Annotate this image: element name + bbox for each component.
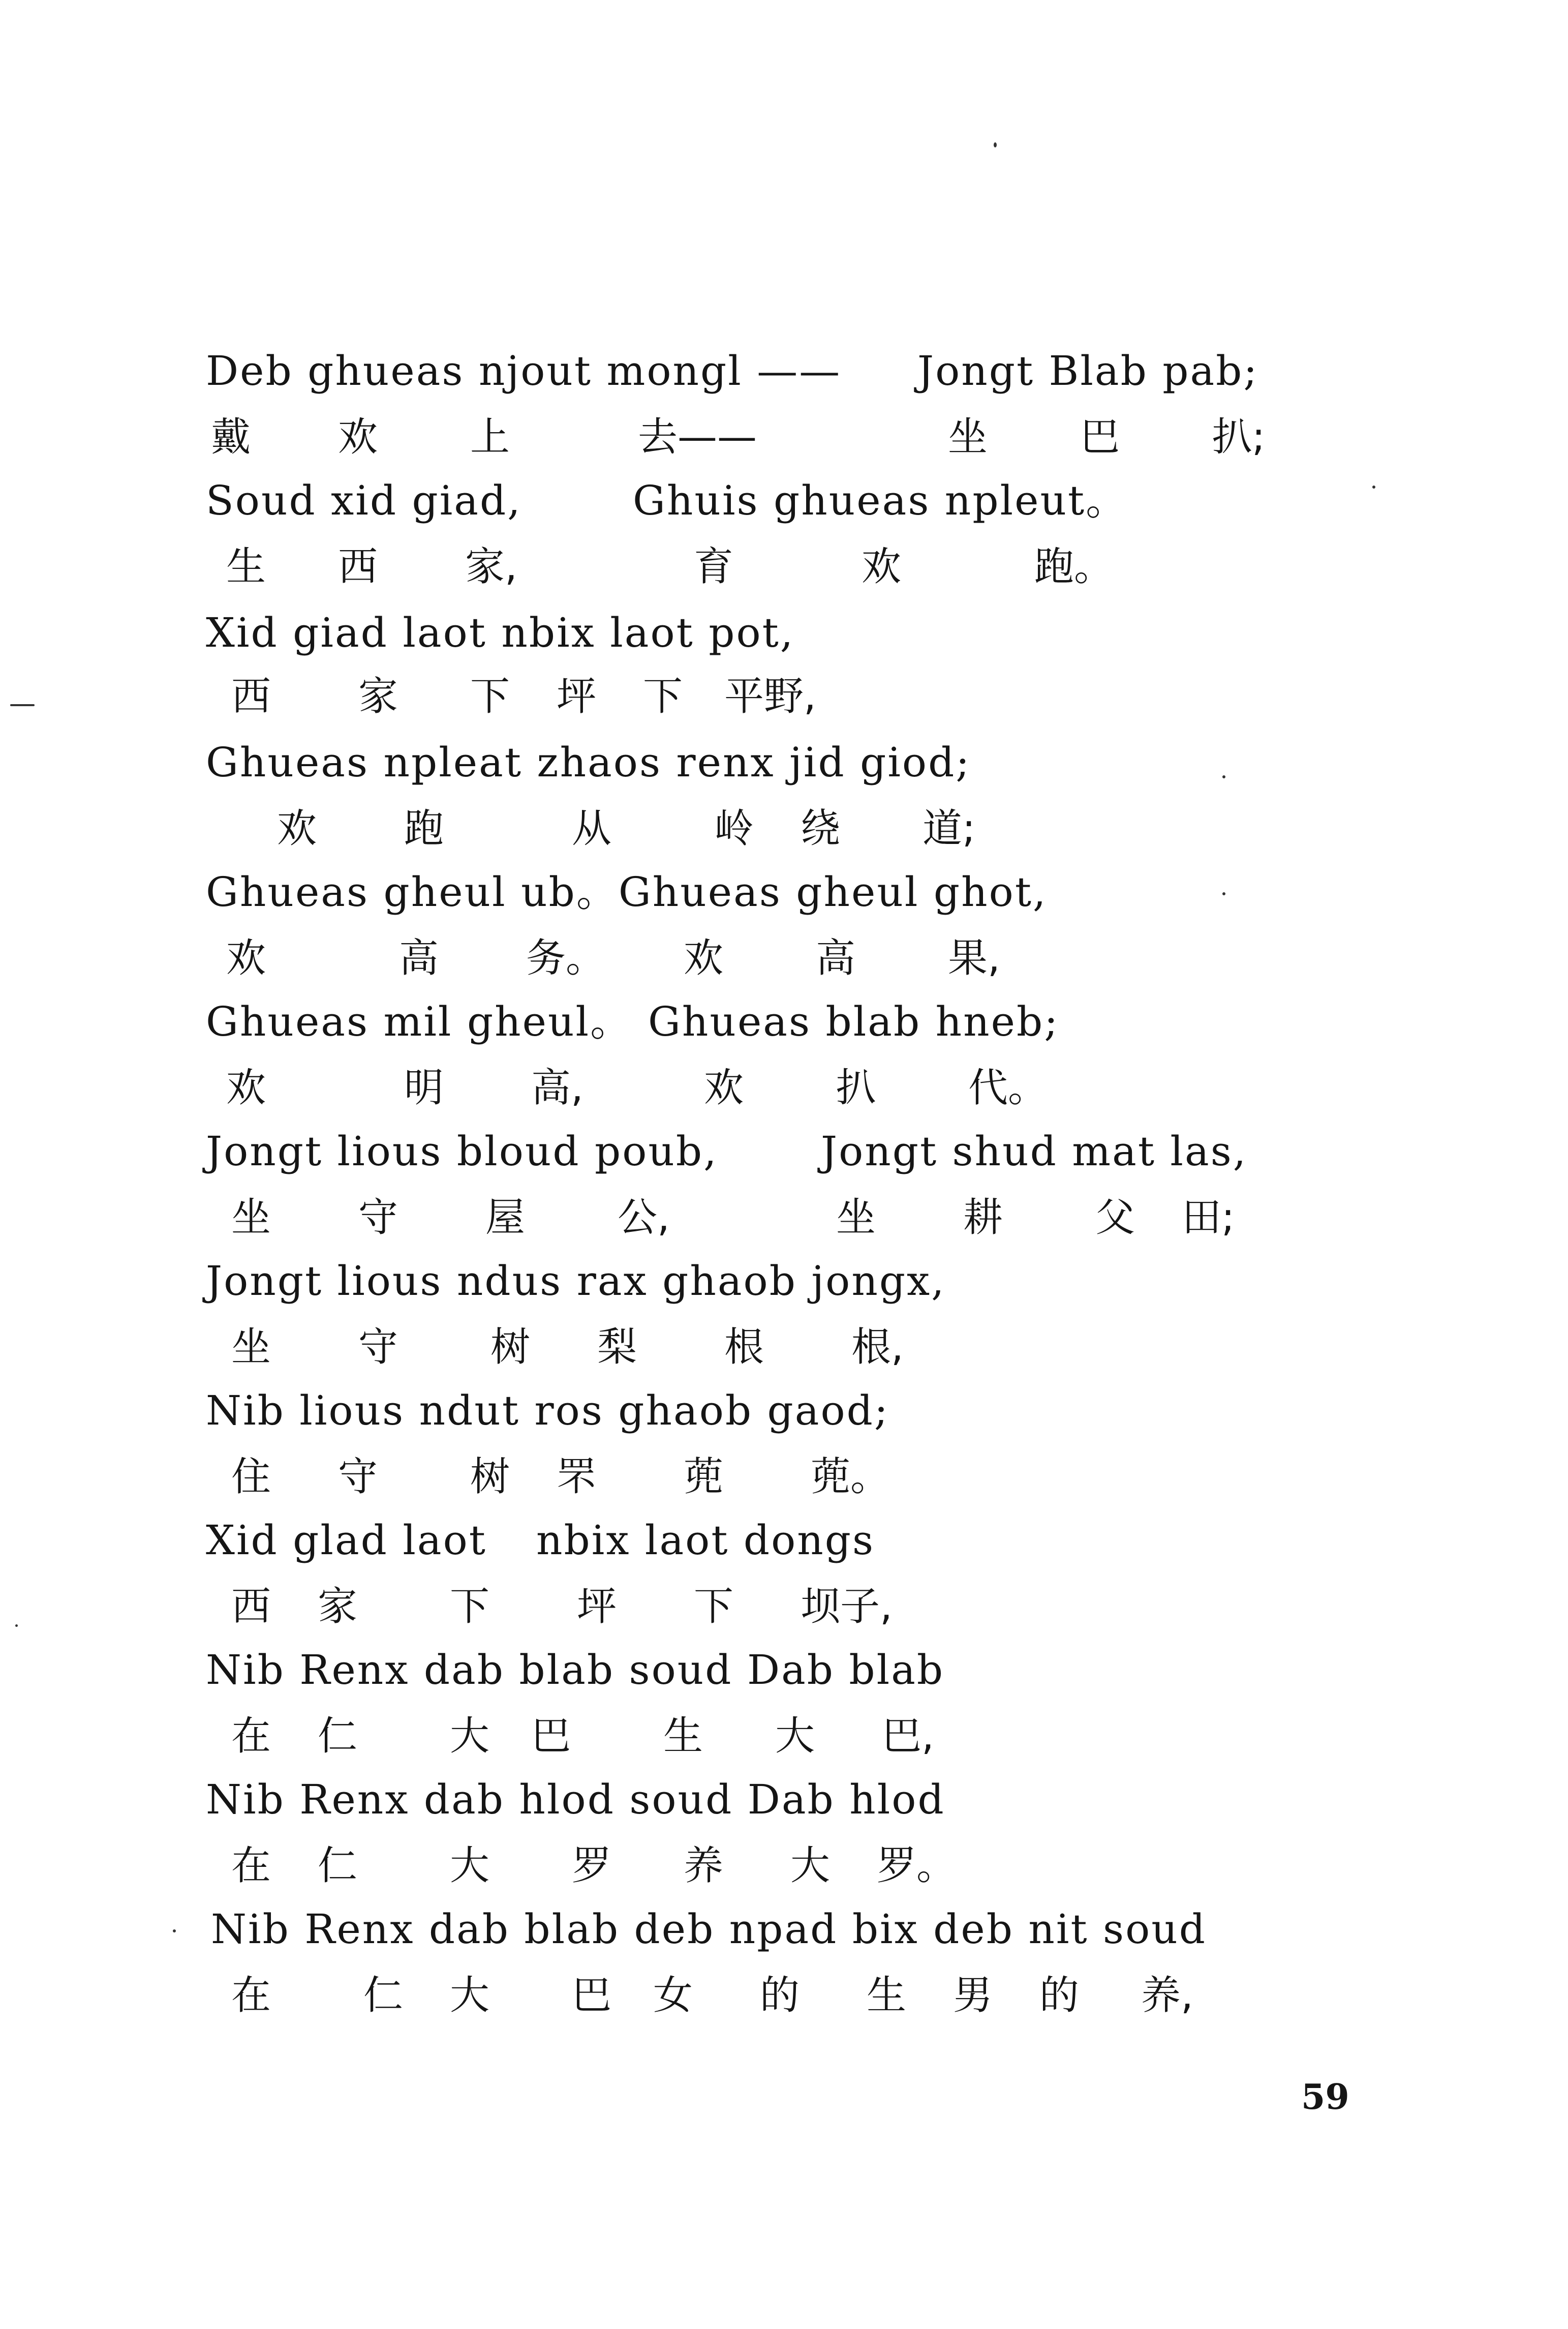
text-segment: Nib lious ndut ros ghaob gaod;	[206, 1387, 889, 1434]
text-segment: 大	[450, 1843, 490, 1889]
text-segment: 下	[470, 674, 510, 719]
text-segment: 戴	[211, 414, 251, 460]
text-segment: 去——	[638, 414, 757, 460]
verse-line-chinese	[0, 404, 1568, 470]
text-segment: 守	[358, 1324, 398, 1370]
verse-line-chinese	[0, 1833, 1568, 1899]
text-segment: 树	[470, 1454, 510, 1500]
text-segment: 大	[775, 1713, 815, 1759]
text-segment: 罗	[572, 1843, 612, 1889]
text-segment: 岭	[714, 806, 754, 852]
text-segment: 代。	[968, 1065, 1048, 1111]
text-segment: 巴	[1080, 414, 1120, 460]
text-segment: Ghueas blab hneb;	[648, 998, 1060, 1045]
text-segment: 耕	[963, 1195, 1003, 1241]
scan-speck	[994, 142, 997, 147]
text-segment: 屋	[485, 1195, 526, 1241]
text-segment: 西	[338, 544, 378, 590]
text-segment: 欢	[704, 1065, 744, 1111]
verse-line-chinese	[0, 1185, 1568, 1251]
text-segment: 下	[694, 1584, 734, 1629]
text-segment: Jongt lious ndus rax ghaob jongx,	[206, 1257, 946, 1305]
verse-line-romanized	[0, 730, 1568, 796]
verse-line-romanized	[0, 1118, 1568, 1185]
text-segment: 父	[1095, 1195, 1135, 1241]
text-segment: 高	[399, 935, 439, 981]
verse-line-chinese	[0, 1962, 1568, 2029]
text-segment: 生	[867, 1973, 907, 2018]
text-segment: 跑	[404, 806, 444, 852]
scan-speck	[1222, 775, 1225, 778]
text-segment: 巴,	[882, 1713, 934, 1759]
text-segment: 大	[790, 1843, 831, 1889]
text-segment: 跑。	[1034, 544, 1114, 590]
text-segment: 在	[231, 1843, 271, 1889]
verse-line-romanized	[0, 468, 1568, 534]
verse-line-chinese	[0, 1574, 1568, 1640]
text-segment: 下	[450, 1584, 490, 1629]
text-segment: Jongt shud mat las,	[821, 1128, 1248, 1175]
text-segment: 大	[450, 1973, 490, 2018]
text-segment: 罘	[557, 1454, 597, 1500]
text-segment: Ghueas npleat zhaos renx jid giod;	[206, 739, 971, 786]
scan-speck	[1372, 486, 1375, 489]
text-segment: 西	[231, 674, 271, 719]
text-segment: 生	[663, 1713, 703, 1759]
verse-line-chinese	[0, 796, 1568, 862]
text-segment: 务。	[526, 935, 606, 981]
text-segment: 扒	[836, 1065, 876, 1111]
text-segment: 根,	[851, 1324, 904, 1370]
text-segment: 在	[231, 1973, 271, 2018]
text-segment: 仁	[363, 1973, 404, 2018]
scan-speck	[173, 1929, 176, 1932]
text-segment: 蔸。	[811, 1454, 890, 1500]
text-segment: 男	[953, 1973, 993, 2018]
verse-line-chinese	[0, 663, 1568, 730]
text-segment: Xid giad laot nbix laot pot,	[206, 609, 795, 656]
text-segment: 女	[653, 1973, 693, 2018]
text-segment: Soud xid giad,	[206, 477, 522, 524]
text-segment: 根	[724, 1324, 764, 1370]
verse-line-chinese	[0, 925, 1568, 991]
verse-line-chinese	[0, 534, 1568, 600]
text-segment: Nib Renx dab blab soud Dab blab	[206, 1646, 945, 1693]
text-segment: 果,	[948, 935, 1000, 981]
text-segment: 巴	[531, 1713, 571, 1759]
text-segment: 树	[490, 1324, 531, 1370]
verse-line-romanized	[0, 859, 1568, 925]
verse-line-chinese	[0, 1314, 1568, 1380]
text-segment: 蔸	[684, 1454, 724, 1500]
text-segment: Deb ghueas njout mongl ——	[206, 347, 842, 395]
scan-speck	[10, 704, 35, 706]
text-segment: 坐	[231, 1195, 271, 1241]
text-segment: 田;	[1182, 1195, 1235, 1241]
verse-line-romanized	[0, 1637, 1568, 1703]
verse-line-chinese	[0, 1703, 1568, 1769]
text-segment: 罗。	[877, 1843, 957, 1889]
verse-line-chinese	[0, 1444, 1568, 1510]
text-segment: 在	[231, 1713, 271, 1759]
page-number: 59	[1301, 2077, 1349, 2118]
scan-speck	[15, 1624, 18, 1627]
verse-line-romanized	[0, 1378, 1568, 1444]
text-segment: 养	[684, 1843, 724, 1889]
verse-line-romanized	[0, 989, 1568, 1055]
text-segment: 欢	[226, 935, 266, 981]
text-segment: Ghueas mil gheul。	[206, 998, 633, 1045]
text-segment: nbix laot dongs	[536, 1517, 875, 1564]
scan-speck	[1222, 892, 1225, 895]
text-segment: 欢	[277, 806, 317, 852]
text-segment: Nib Renx dab blab deb npad bix deb nit soud	[211, 1905, 1207, 1953]
text-segment: 高	[816, 935, 856, 981]
text-segment: 坐	[948, 414, 988, 460]
text-segment: 家,	[465, 544, 517, 590]
text-segment: 梨	[597, 1324, 637, 1370]
text-segment: 养,	[1141, 1973, 1193, 2018]
text-segment: 平野,	[724, 674, 816, 719]
text-segment: 住	[231, 1454, 271, 1500]
text-segment: 的	[760, 1973, 800, 2018]
text-segment: Jongt lious bloud poub,	[206, 1128, 718, 1175]
text-segment: 欢	[684, 935, 724, 981]
text-segment: 道;	[923, 806, 976, 852]
text-segment: 高,	[531, 1065, 583, 1111]
verse-line-romanized	[0, 1896, 1568, 1962]
text-segment: Ghueas gheul ub。Ghueas gheul ghot,	[206, 868, 1048, 916]
text-segment: 家	[358, 674, 398, 719]
verse-line-chinese	[0, 1055, 1568, 1121]
text-segment: 从	[572, 806, 612, 852]
verse-line-romanized	[0, 1767, 1568, 1833]
text-segment: 西	[231, 1584, 271, 1629]
text-segment: 守	[358, 1195, 398, 1241]
text-segment: Jongt Blab pab;	[917, 347, 1259, 395]
text-segment: 欢	[338, 414, 378, 460]
text-segment: 公,	[618, 1195, 670, 1241]
text-segment: 扒;	[1212, 414, 1266, 460]
verse-line-romanized	[0, 600, 1568, 666]
text-segment: 仁	[318, 1713, 358, 1759]
text-segment: 下	[643, 674, 683, 719]
verse-line-romanized	[0, 1507, 1568, 1574]
text-segment: Ghuis ghueas npleut。	[633, 477, 1128, 524]
verse-line-romanized	[0, 1248, 1568, 1314]
text-segment: 欢	[226, 1065, 266, 1111]
text-segment: 上	[470, 414, 510, 460]
text-segment: Nib Renx dab hlod soud Dab hlod	[206, 1776, 945, 1823]
text-segment: 育	[694, 544, 734, 590]
text-segment: 大	[450, 1713, 490, 1759]
text-segment: 坪	[577, 1584, 617, 1629]
text-segment: 巴	[572, 1973, 612, 2018]
text-segment: 坐	[231, 1324, 271, 1370]
verse-line-romanized	[0, 338, 1568, 404]
text-segment: Xid glad laot	[206, 1517, 487, 1564]
text-segment: 生	[226, 544, 266, 590]
text-segment: 的	[1039, 1973, 1080, 2018]
text-segment: 坝子,	[801, 1584, 893, 1629]
text-segment: 家	[318, 1584, 358, 1629]
text-segment: 明	[404, 1065, 444, 1111]
text-segment: 坪	[557, 674, 597, 719]
text-segment: 绕	[801, 806, 841, 852]
text-segment: 坐	[836, 1195, 876, 1241]
text-segment: 守	[338, 1454, 378, 1500]
text-segment: 欢	[862, 544, 902, 590]
text-segment: 仁	[318, 1843, 358, 1889]
